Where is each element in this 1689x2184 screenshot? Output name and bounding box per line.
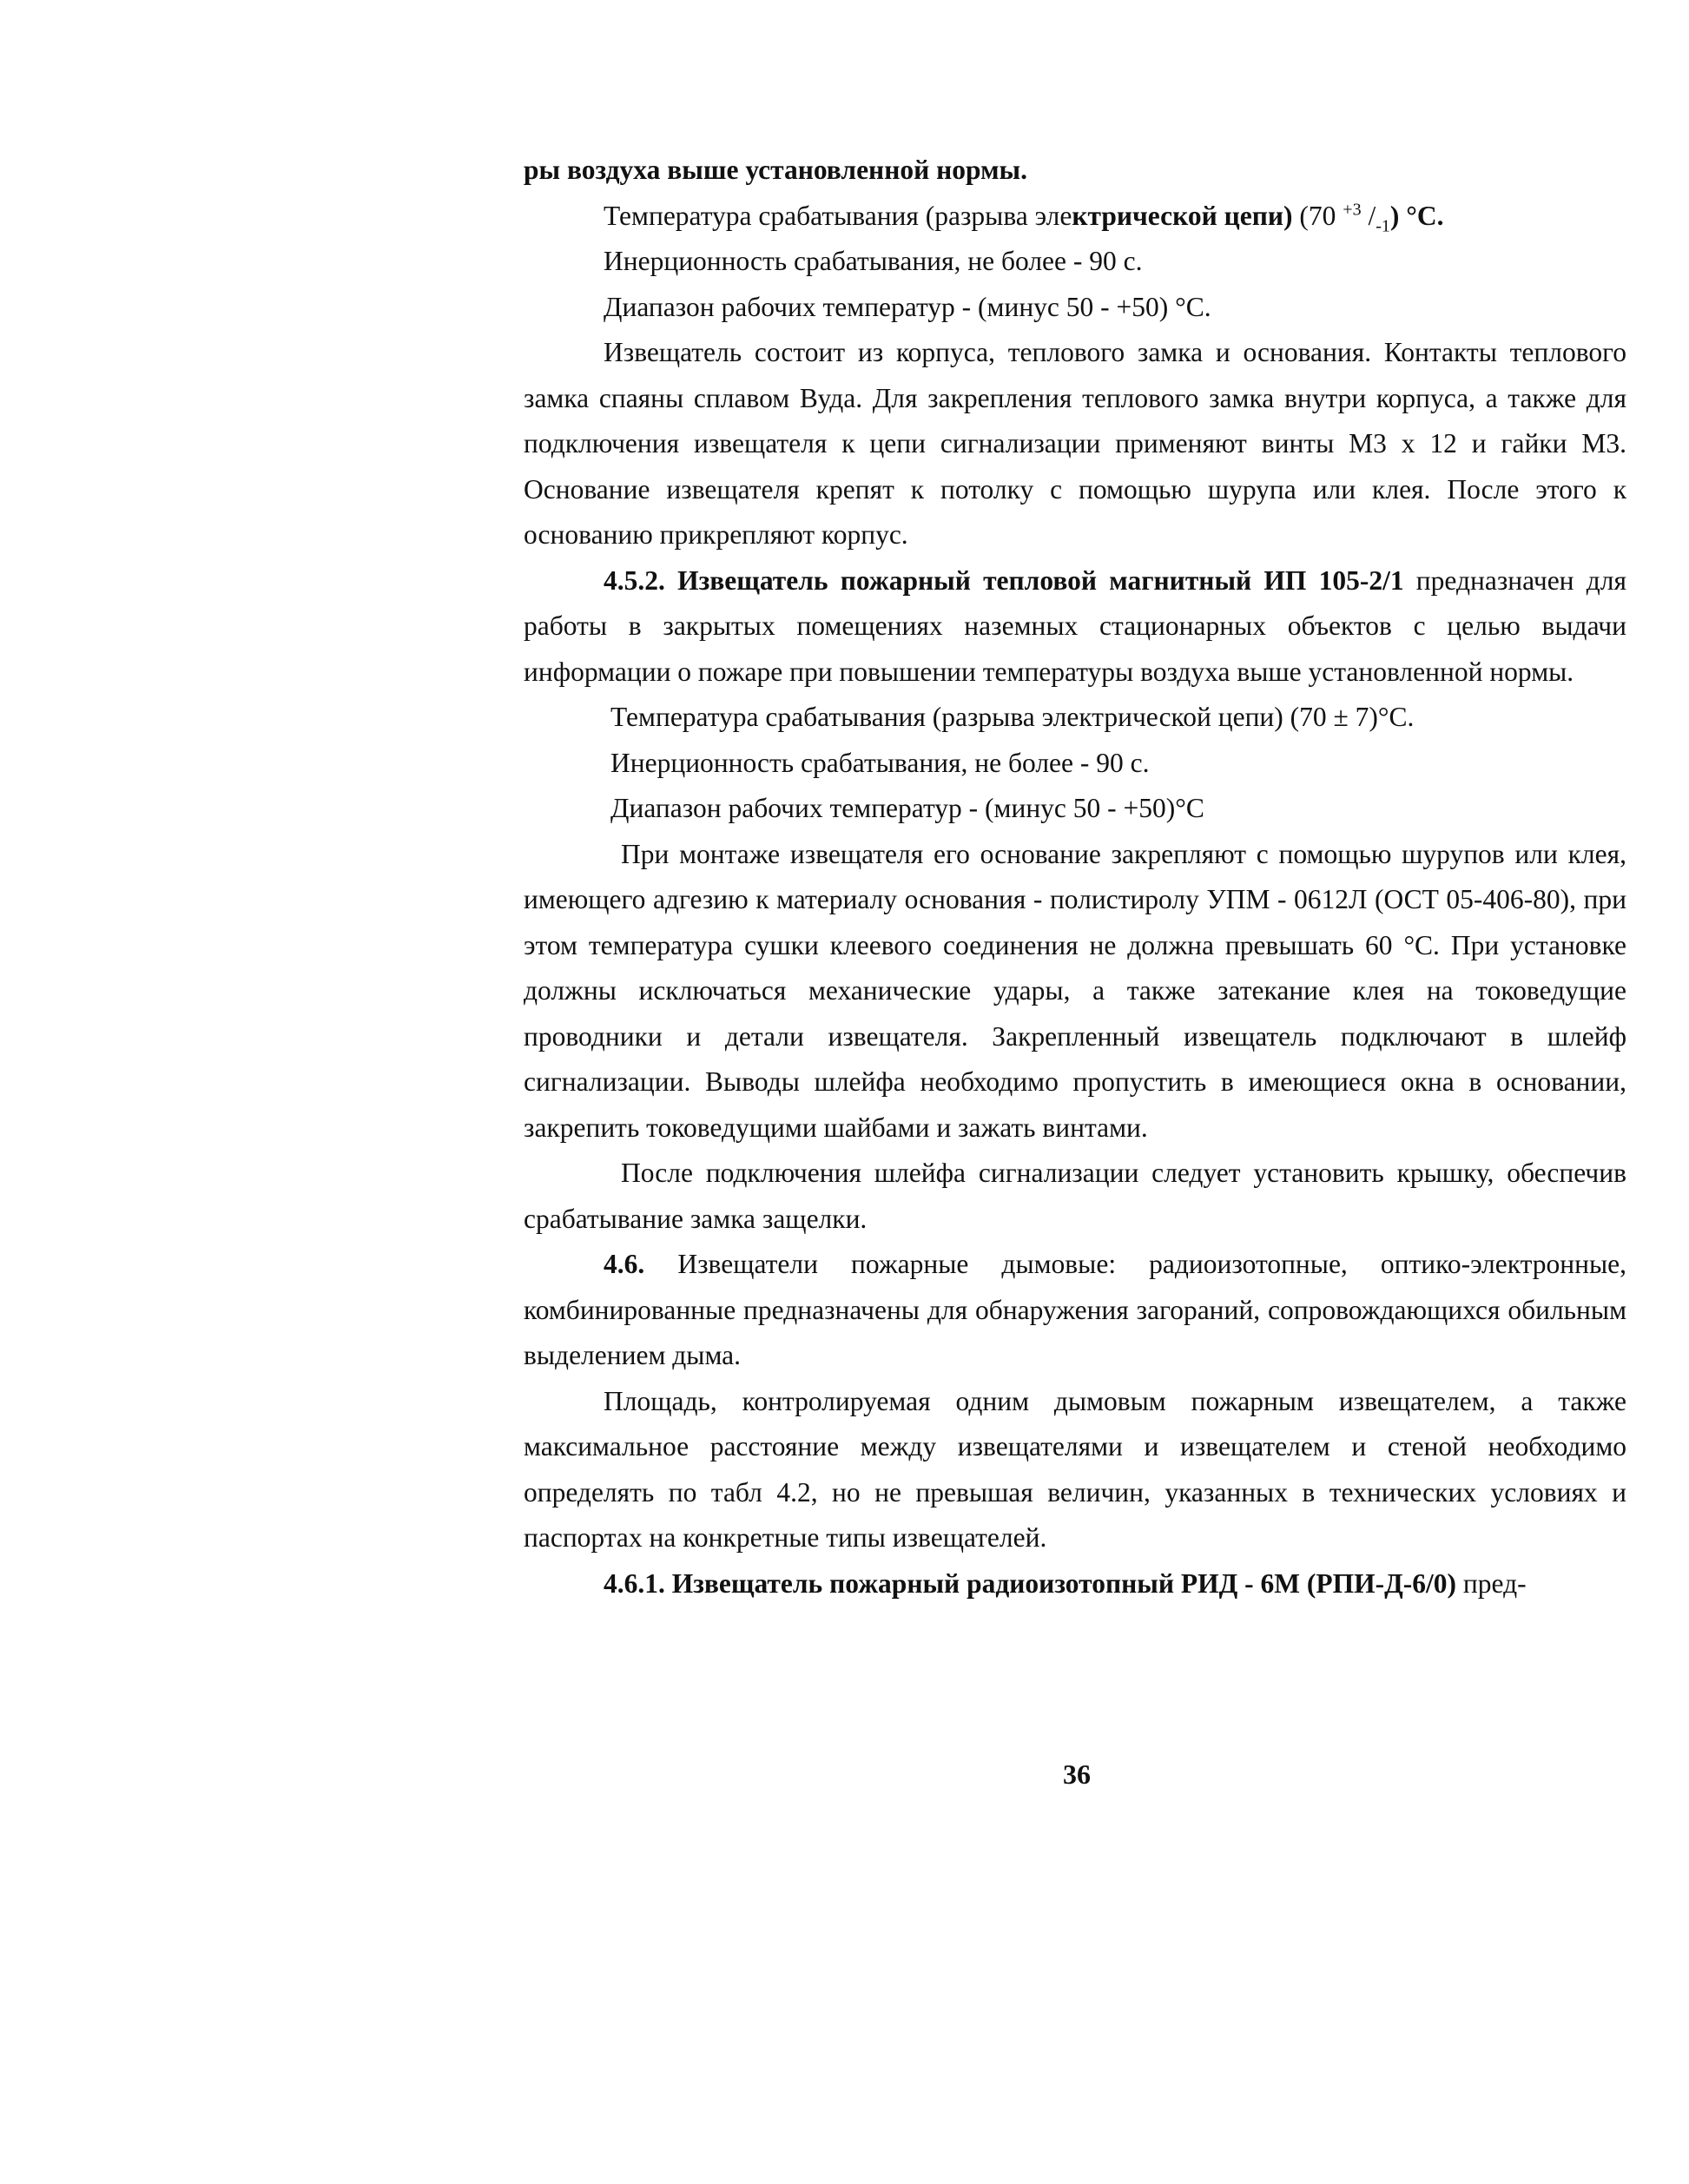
paragraph-continuation <box>524 148 1626 194</box>
section-heading-4-6: 4.6. <box>604 1249 645 1279</box>
section-text-4-6-1: пред- <box>1456 1567 1527 1599</box>
paragraph-section-4-6-1 <box>524 1561 1626 1607</box>
paragraph-after-connection: После подключения шлейфа сигнализации следует установить крышку, обеспечив срабатывание замка защелки. <box>524 1158 1626 1234</box>
paragraph-trigger-temperature-2: Температура срабатывания (разрыва электрической цепи) (70 ± 7)°С. <box>610 702 1415 732</box>
text-run-bold: ) °С. <box>1389 200 1444 231</box>
page-number: 36 <box>1063 1758 1091 1790</box>
paragraph-trigger-temperature-1 <box>524 194 1626 240</box>
text-run: / <box>1361 200 1376 231</box>
paragraph-temperature-range-2: Диапазон рабочих температур - (минус 50 - +50)°С <box>610 793 1204 823</box>
text-run: (70 <box>1292 200 1343 231</box>
section-text-4-5-2: предназначен для работы в закрытых помещениях наземных стационарных объектов с целью выдачи информации о пожаре при повышении температуры воздуха выше установленной нормы. <box>524 564 1626 687</box>
continuation-text: ры воздуха выше установленной нормы. <box>524 155 1027 185</box>
paragraph-inertia-1: Инерционность срабатывания, не более - 90 с. <box>604 246 1143 276</box>
paragraph-section-4-5-2 <box>524 558 1626 696</box>
paragraph-mounting: При монтаже извещателя его основание закрепляют с помощью шурупов или клея, имеющего адгезию к материалу основания - полистиролу УПМ - 0612Л (ОСТ 05-406-80), при этом температура сушки клеевого соединения не должна превышать 60 °С. При установке должны исключаться механические удары, а также затекание клея на токоведущие проводники и детали извещателя. Закрепленный извещатель подключают в шлейф сигнализации. Выводы шлейфа необходимо пропустить в имеющиеся окна в основании, закрепить токоведущими шайбами и зажать винтами. <box>524 838 1626 1143</box>
superscript: +3 <box>1343 200 1362 219</box>
paragraph-section-4-6 <box>524 1242 1626 1379</box>
text-run-bold: ктрической цепи) <box>1072 200 1293 231</box>
paragraph-temperature-range-1: Диапазон рабочих температур - (минус 50 - +50) °С. <box>604 291 1211 322</box>
paragraph-inertia-2: Инерционность срабатывания, не более - 90 с. <box>610 747 1150 778</box>
text-run: Температура срабатывания (разрыва эле <box>604 200 1072 231</box>
paragraph-device-structure: Извещатель состоит из корпуса, теплового замка и основания. Контакты теплового замка спаяны сплавом Вуда. Для закрепления теплового замка внутри корпуса, а также для подключения извещателя к цепи сигнализации применяют винты М3 х 12 и гайки М3. Основание извещателя крепят к потолку с помощью шурупа или клея. После этого к основанию прикрепляют корпус. <box>524 337 1626 550</box>
document-page <box>524 148 1626 1607</box>
section-text-4-6: Извещатели пожарные дымовые: радиоизотопные, оптико-электронные, комбинированные предназначены для обнаружения загораний, сопровождающихся обильным выделением дыма. <box>524 1249 1626 1370</box>
section-heading-4-6-1: 4.6.1. Извещатель пожарный радиоизотопный РИД - 6М (РПИ-Д-6/0) <box>604 1567 1457 1599</box>
section-heading-4-5-2: 4.5.2. Извещатель пожарный тепловой магнитный ИП 105-2/1 <box>604 564 1404 596</box>
subscript: -1 <box>1376 215 1390 235</box>
paragraph-controlled-area: Площадь, контролируемая одним дымовым пожарным извещателем, а также максимальное расстояние между извещателями и извещателем и стеной необходимо определять по табл 4.2, но не превышая величин, указанных в технических условиях и паспортах на конкретные типы извещателей. <box>524 1385 1626 1553</box>
